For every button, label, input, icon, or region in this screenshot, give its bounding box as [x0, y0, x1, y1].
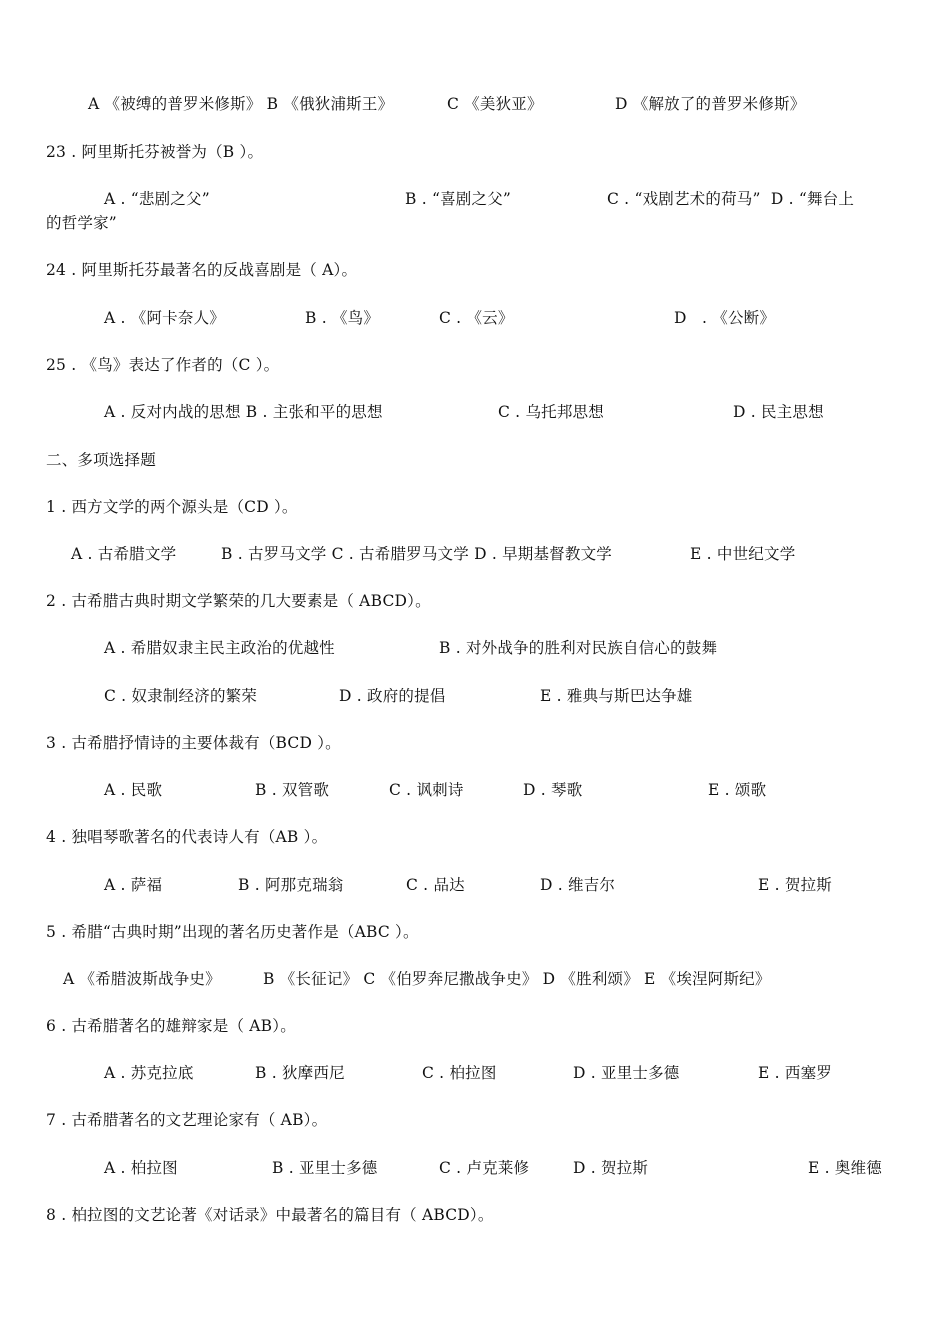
option-line: C . 奴隶制经济的繁荣 — [104, 687, 258, 705]
option-item: B . 《鸟》 — [305, 309, 380, 327]
option-line: A . 反对内战的思想 B . 主张和平的思想 — [104, 403, 383, 421]
question-line: 1 . 西方文学的两个源头是（CD ）。 — [46, 498, 298, 516]
option-line: A . 《阿卡奈人》 — [104, 309, 225, 327]
option-item: E . 贺拉斯 — [758, 876, 832, 894]
option-line: A 《被缚的普罗米修斯》 B 《俄狄浦斯王》 — [88, 95, 394, 113]
option-item: B . 双管歌 — [255, 781, 330, 799]
option-item: D . 贺拉斯 — [573, 1159, 649, 1177]
option-item: C 《美狄亚》 — [447, 95, 543, 113]
option-item: E . 中世纪文学 — [690, 545, 796, 563]
question-line: 3 . 古希腊抒情诗的主要体裁有（BCD ）。 — [46, 734, 341, 752]
option-item: B . 对外战争的胜利对民族自信心的鼓舞 — [439, 639, 718, 657]
option-item: D . 亚里士多德 — [573, 1064, 680, 1082]
option-item: C . “戏剧艺术的荷马” D . “舞台上 — [607, 190, 855, 208]
option-item: C . 《云》 — [439, 309, 514, 327]
option-line: A . 民歌 — [104, 781, 163, 799]
option-item: C . 卢克莱修 — [439, 1159, 530, 1177]
question-line: 25 . 《鸟》表达了作者的（C ）。 — [46, 356, 280, 374]
option-item: C . 柏拉图 — [422, 1064, 497, 1082]
question-line: 8 . 柏拉图的文艺论著《对话录》中最著名的篇目有（ ABCD）。 — [46, 1206, 494, 1224]
option-line: A . 柏拉图 — [104, 1159, 178, 1177]
option-item: E . 西塞罗 — [758, 1064, 832, 1082]
question-line: 23 . 阿里斯托芬被誉为（B ）。 — [46, 143, 264, 161]
option-item: E . 颂歌 — [708, 781, 767, 799]
option-item: C . 讽刺诗 — [389, 781, 464, 799]
option-line: A . 萨福 — [104, 876, 163, 894]
option-item: D 《解放了的普罗米修斯》 — [615, 95, 806, 113]
question-line: 5 . 希腊“古典时期”出现的著名历史著作是（ABC ）。 — [46, 923, 419, 941]
option-item: C . 品达 — [406, 876, 465, 894]
option-item: E . 奥维德 — [808, 1159, 882, 1177]
option-item: D . 《公断》 — [674, 309, 776, 327]
question-line: 4 . 独唱琴歌著名的代表诗人有（AB ）。 — [46, 828, 328, 846]
option-item: B 《长征记》 C 《伯罗奔尼撒战争史》 D 《胜利颂》 E 《埃涅阿斯纪》 — [263, 970, 771, 988]
question-line: 2 . 古希腊古典时期文学繁荣的几大要素是（ ABCD）。 — [46, 592, 431, 610]
option-item: C . 乌托邦思想 — [498, 403, 604, 421]
option-item: D . 维吉尔 — [540, 876, 616, 894]
question-line: 24 . 阿里斯托芬最著名的反战喜剧是（ A）。 — [46, 261, 358, 279]
option-item: D . 琴歌 — [523, 781, 583, 799]
option-line: A 《希腊波斯战争史》 — [63, 970, 221, 988]
question-line: 6 . 古希腊著名的雄辩家是（ AB）。 — [46, 1017, 296, 1035]
option-item: B . 狄摩西尼 — [255, 1064, 345, 1082]
option-line: A . 希腊奴隶主民主政治的优越性 — [104, 639, 335, 657]
option-continuation: 的哲学家” — [46, 214, 117, 232]
option-item: B . 亚里士多德 — [272, 1159, 378, 1177]
option-line: A . 苏克拉底 — [104, 1064, 194, 1082]
option-item: D . 民主思想 — [733, 403, 824, 421]
option-item: E . 雅典与斯巴达争雄 — [540, 687, 693, 705]
option-line: A . “悲剧之父” — [104, 190, 210, 208]
option-item: B . 古罗马文学 C . 古希腊罗马文学 D . 早期基督教文学 — [221, 545, 612, 563]
section-heading: 二、多项选择题 — [46, 451, 156, 469]
option-line: A . 古希腊文学 — [71, 545, 177, 563]
question-line: 7 . 古希腊著名的文艺理论家有（ AB）。 — [46, 1111, 328, 1129]
option-item: D . 政府的提倡 — [339, 687, 446, 705]
option-item: B . 阿那克瑞翁 — [238, 876, 344, 894]
option-item: B . “喜剧之父” — [405, 190, 512, 208]
